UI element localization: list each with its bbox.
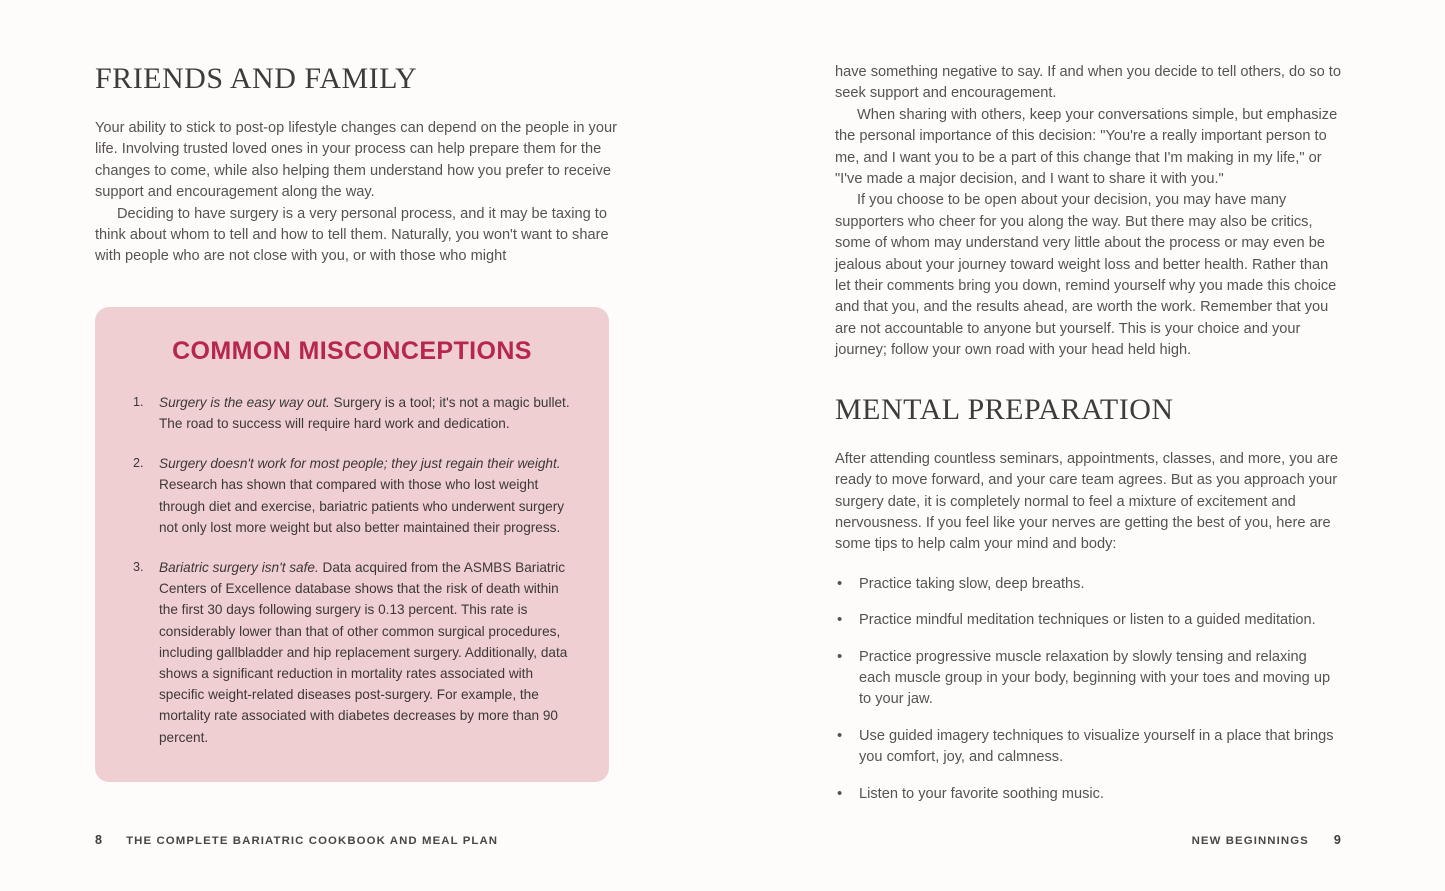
tip-item: • Practice mindful meditation techniques or listen to a guided meditation. bbox=[835, 610, 1342, 631]
tips-list bbox=[835, 574, 1342, 805]
running-head-left: THE COMPLETE BARIATRIC COOKBOOK AND MEAL PLAN bbox=[126, 835, 499, 847]
left-paragraph-1: Your ability to stick to post-op lifestyle changes can depend on the people in your life. Involving trusted loved ones in your process can help prepare them for the changes to come, while also helping them understand how you prefer to receive support and encouragement along the way. bbox=[95, 120, 617, 201]
right-paragraph-mental-prep: After attending countless seminars, appointments, classes, and more, you are ready to move forward, and your care team agrees. But as you approach your surgery date, it is completely normal to feel a mixture of excitement and nervousness. If you feel like your nerves are getting the best of you, here are some tips to help calm your mind and body: bbox=[835, 450, 1338, 553]
callout-item-lead: Bariatric surgery isn't safe. bbox=[159, 560, 319, 576]
callout-list-item bbox=[129, 557, 575, 748]
right-paragraph-2: When sharing with others, keep your conversations simple, but emphasize the personal importance of this decision: "You're a really important person to me, and I want you to be a part of this change that I'm making in my life," or "I've made a major decision, and I want to share it with you." bbox=[835, 106, 1338, 188]
left-paragraph-2: Deciding to have surgery is a very personal process, and it may be taxing to think about whom to tell and how to tell them. Naturally, you won't want to share with people who are not close with you, or with those who might bbox=[95, 205, 609, 265]
wavy-underline-decoration bbox=[835, 429, 1342, 435]
left-page-footer bbox=[95, 833, 498, 847]
callout-item-text: Surgery is a tool; it's not a magic bullet. The road to success will require hard work and dedication. bbox=[159, 394, 570, 432]
callout-item-lead: Surgery is the easy way out. bbox=[159, 394, 330, 410]
right-paragraph-3: If you choose to be open about your decision, you may have many supporters who cheer for you along the way. But there may also be critics, some of whom may understand very little about the process or may even be jealous about your journey toward weight loss and better health. Rather than let their comments bring you down, remind yourself why you made this choice and that you, and the results ahead, are worth the work. Remember that you are not accountable to anyone but yourself. This is your choice and your journey; follow your own road with your head held high. bbox=[835, 192, 1337, 359]
callout-list-item bbox=[129, 453, 575, 538]
callout-title: COMMON MISCONCEPTIONS bbox=[172, 336, 532, 365]
tip-item: • Listen to your favorite soothing music. bbox=[835, 784, 1342, 805]
right-page bbox=[722, 0, 1445, 891]
page-number-left: 8 bbox=[95, 833, 104, 847]
left-page bbox=[0, 0, 722, 891]
tip-item: • Practice progressive muscle relaxation by slowly tensing and relaxing each muscle group in your body, beginning with your toes and moving up to your jaw. bbox=[835, 647, 1342, 711]
callout-item-text: Research has shown that compared with those who lost weight through diet and exercise, bariatric patients who underwent surgery not only lost more weight but also better maintained their progress. bbox=[159, 477, 565, 535]
page-title-mental-preparation bbox=[835, 393, 1342, 435]
section-title-text: MENTAL PREPARATION bbox=[835, 392, 1174, 426]
callout-common-misconceptions bbox=[95, 307, 609, 782]
section-title-text: FRIENDS AND FAMILY bbox=[95, 62, 418, 95]
callout-item-lead: Surgery doesn't work for most people; they just regain their weight. bbox=[159, 456, 561, 472]
tip-item: • Use guided imagery techniques to visualize yourself in a place that brings you comfort, joy, and calmness. bbox=[835, 726, 1342, 769]
running-head-right: NEW BEGINNINGS bbox=[1191, 835, 1309, 847]
right-paragraph-1: have something negative to say. If and when you decide to tell others, do so to seek support and encouragement. bbox=[835, 64, 1341, 102]
right-page-footer bbox=[1192, 833, 1342, 847]
wavy-underline-decoration bbox=[95, 98, 627, 104]
callout-list-item bbox=[129, 392, 575, 434]
page-title-friends-and-family bbox=[95, 62, 627, 104]
callout-list bbox=[129, 392, 575, 748]
page-number-right: 9 bbox=[1333, 833, 1342, 847]
tip-item: • Practice taking slow, deep breaths. bbox=[835, 574, 1342, 595]
callout-item-text: Data acquired from the ASMBS Bariatric Centers of Excellence database shows that the risk of death within the first 30 days following surgery is 0.13 percent. This rate is considerably lower than that of other common surgical procedures, including gallbladder and hip replacement surgery. Additionally, data shows a significant reduction in mortality rates associated with specific weight-related diseases post-surgery. For example, the mortality rate associated with diabetes decreases by more than 90 percent. bbox=[159, 560, 568, 745]
